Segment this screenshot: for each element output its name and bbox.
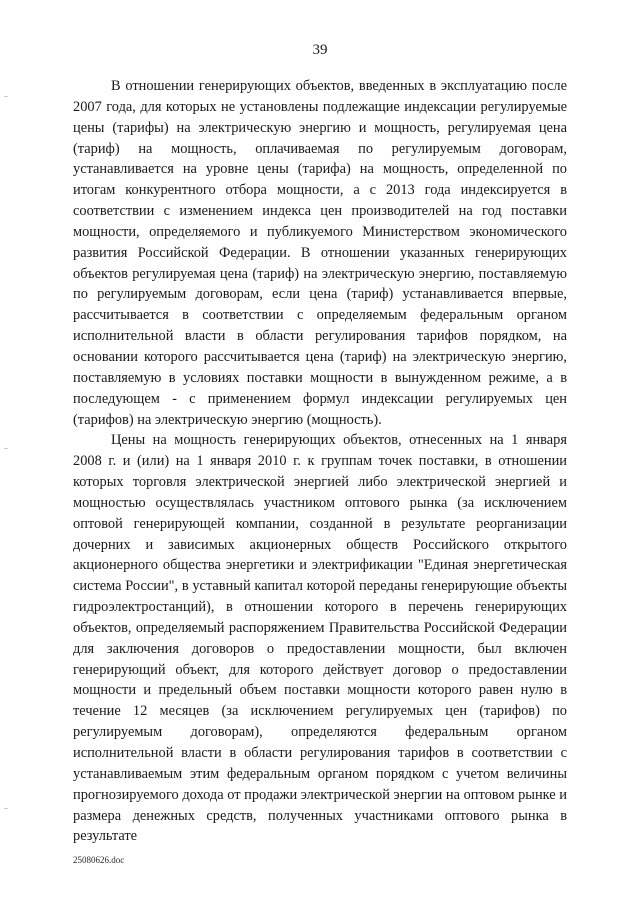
scan-edge-mark [4, 96, 8, 97]
document-body [73, 76, 567, 847]
scan-edge-mark [4, 808, 8, 809]
paragraph-2: Цены на мощность генерирующих объектов, отнесенных на 1 января 2008 г. и (или) на 1 января 2010 г. к группам точек поставки, в отношении которых торговля электрической энергией либо электрической энергией и мощностью осуществлялась участником оптового рынка (за исключением оптовой генерирующей компании, созданной в результате реорганизации дочерних и зависимых акционерных обществ Российского открытого акционерного общества энергетики и электрификации "Единая энергетическая система России", в уставный капитал которой переданы генерирующие объекты гидроэлектростанций), в отношении которого в перечень генерирующих объектов, определяемый распоряжением Правительства Российской Федерации для заключения договоров о предоставлении мощности, был включен генерирующий объект, для которого действует договор о предоставлении мощности и предельный объем поставки мощности которого равен нулю в течение 12 месяцев (за исключением регулируемых цен (тарифов) по регулируемым договорам), определяются федеральным органом исполнительной власти в области регулирования тарифов в соответствии с устанавливаемым этим федеральным органом порядком с учетом величины прогнозируемого дохода от продажи электрической энергии на оптовом рынке и размера денежных средств, полученных участниками оптового рынка в результате [73, 432, 567, 845]
paragraph-1: В отношении генерирующих объектов, введенных в эксплуатацию после 2007 года, для которых не установлены подлежащие индексации регулируемые цены (тарифы) на электрическую энергию и мощность, регулируемая цена (тариф) на мощность, оплачиваемая по регулируемым договорам, устанавливается на уровне цены (тарифа) на мощность, определенной по итогам конкурентного отбора мощности, а с 2013 года индексируется в соответствии с изменением индекса цен производителей на год поставки мощности, определяемого и публикуемого Министерством экономического развития Российской Федерации. В отношении указанных генерирующих объектов регулируемая цена (тариф) на электрическую энергию, поставляемую по регулируемым договорам, если цена (тариф) устанавливается впервые, рассчитывается в соответствии с определяемым федеральным органом исполнительной власти в области регулирования тарифов порядком, на основании которого рассчитывается цена (тариф) на электрическую энергию, поставляемую в условиях поставки мощности в вынужденном режиме, а в последующем - с применением формул индексации регулируемых цен (тарифов) на электрическую энергию (мощность). [73, 78, 567, 428]
scan-edge-mark [4, 448, 8, 449]
document-file-code: 25080626.doc [73, 855, 125, 865]
page-number: 39 [312, 42, 328, 58]
